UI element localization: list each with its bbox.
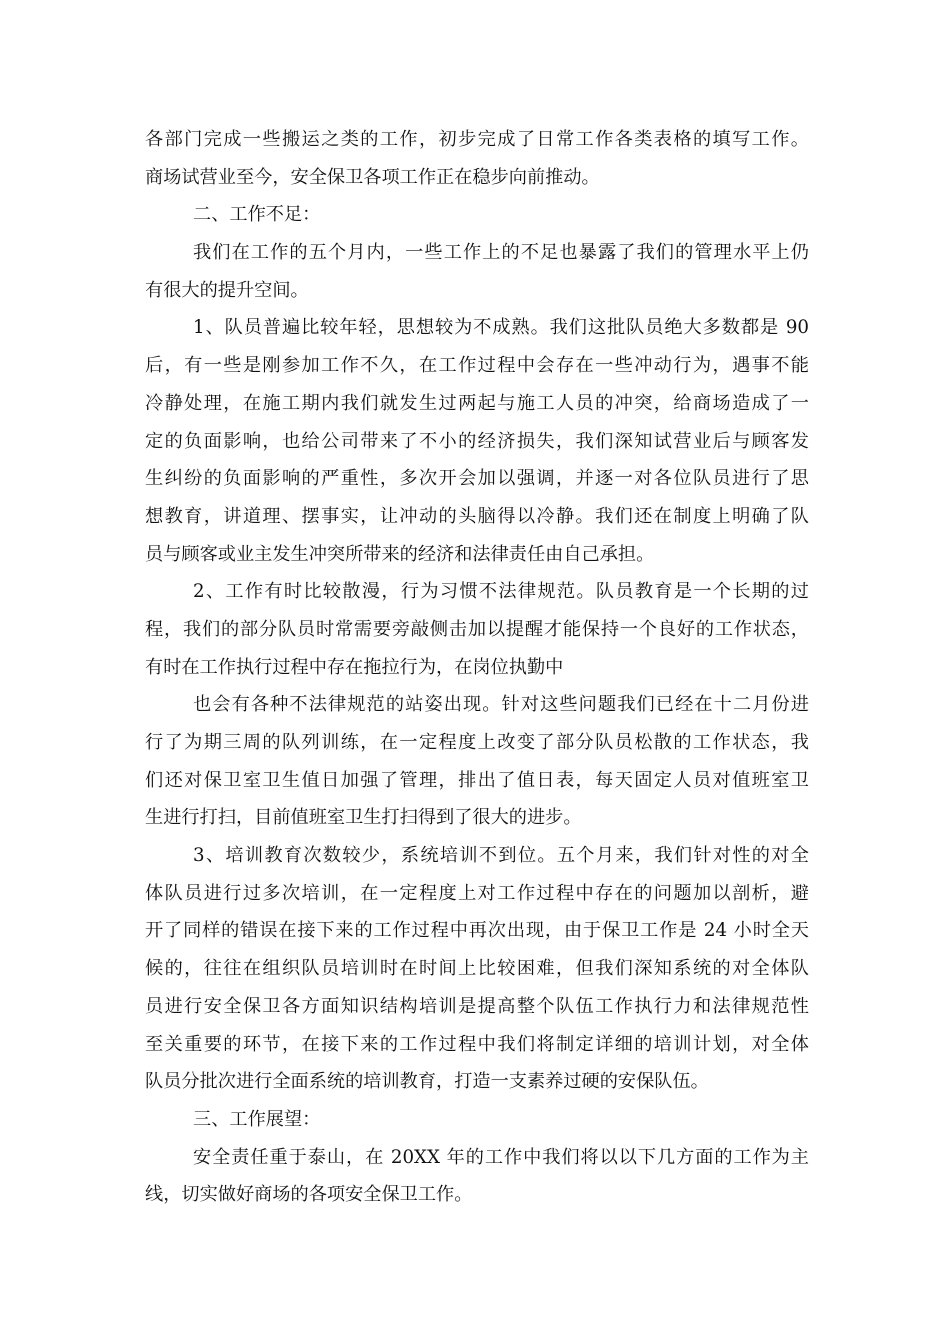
text-line: 后，有一些是刚参加工作不久，在工作过程中会存在一些冲动行为，遇事不能 (145, 355, 809, 377)
text-line: 开了同样的错误在接下来的工作过程中再次出现，由于保卫工作是 24 小时全天 (145, 920, 809, 942)
text-line: 1、队员普遍比较年轻，思想较为不成熟。我们这批队员绝大多数都是 90 (193, 317, 809, 339)
text-line: 想教育，讲道理、摆事实，让冲动的头脑得以冷静。我们还在制度上明确了队 (145, 505, 809, 527)
document-body (145, 121, 809, 1214)
text-line: 定的负面影响，也给公司带来了不小的经济损失，我们深知试营业后与顾客发 (145, 430, 809, 452)
text-line: 队员分批次进行全面系统的培训教育，打造一支素养过硬的安保队伍。 (145, 1071, 709, 1093)
text-line: 行了为期三周的队列训练，在一定程度上改变了部分队员松散的工作状态，我 (145, 732, 809, 753)
text-line: 2、工作有时比较散漫，行为习惯不法律规范。队员教育是一个长期的过 (193, 581, 809, 603)
text-line: 3、培训教育次数较少，系统培训不到位。五个月来，我们针对性的对全 (193, 845, 809, 867)
text-line: 有时在工作执行过程中存在拖拉行为，在岗位执勤中 (145, 656, 564, 678)
text-line: 们还对保卫室卫生值日加强了管理，排出了值日表，每天固定人员对值班室卫 (145, 769, 809, 791)
text-line: 我们在工作的五个月内，一些工作上的不足也暴露了我们的管理水平上仍 (193, 242, 809, 264)
text-line: 二、工作不足： (193, 204, 321, 226)
text-line: 三、工作展望： (193, 1108, 321, 1130)
text-line: 员与顾客或业主发生冲突所带来的经济和法律责任由自己承担。 (145, 543, 655, 565)
text-line: 冷静处理，在施工期内我们就发生过两起与施工人员的冲突，给商场造成了一 (145, 392, 809, 414)
text-line: 线，切实做好商场的各项安全保卫工作。 (145, 1184, 473, 1206)
text-line: 生进行打扫，目前值班室卫生打扫得到了很大的进步。 (145, 807, 582, 829)
text-line: 至关重要的环节，在接下来的工作过程中我们将制定详细的培训计划，对全体 (145, 1033, 809, 1055)
text-line: 员进行安全保卫各方面知识结构培训是提高整个队伍工作执行力和法律规范性 (145, 995, 809, 1017)
text-line: 有很大的提升空间。 (145, 279, 309, 301)
text-line: 体队员进行过多次培训，在一定程度上对工作过程中存在的问题加以剖析，避 (145, 882, 809, 904)
text-line: 生纠纷的负面影响的严重性，多次开会加以强调，并逐一对各位队员进行了思 (145, 468, 809, 490)
text-line: 各部门完成一些搬运之类的工作，初步完成了日常工作各类表格的填写工作。 (145, 129, 809, 150)
text-line: 商场试营业至今，安全保卫各项工作正在稳步向前推动。 (145, 166, 600, 188)
text-line: 也会有各种不法律规范的站姿出现。针对这些问题我们已经在十二月份进 (193, 694, 809, 716)
text-line: 安全责任重于泰山，在 20XX 年的工作中我们将以以下几方面的工作为主 (193, 1146, 809, 1168)
text-line: 程，我们的部分队员时常需要旁敲侧击加以提醒才能保持一个良好的工作状态， (145, 618, 809, 640)
text-line: 候的，往往在组织队员培训时在时间上比较困难，但我们深知系统的对全体队 (145, 958, 809, 980)
